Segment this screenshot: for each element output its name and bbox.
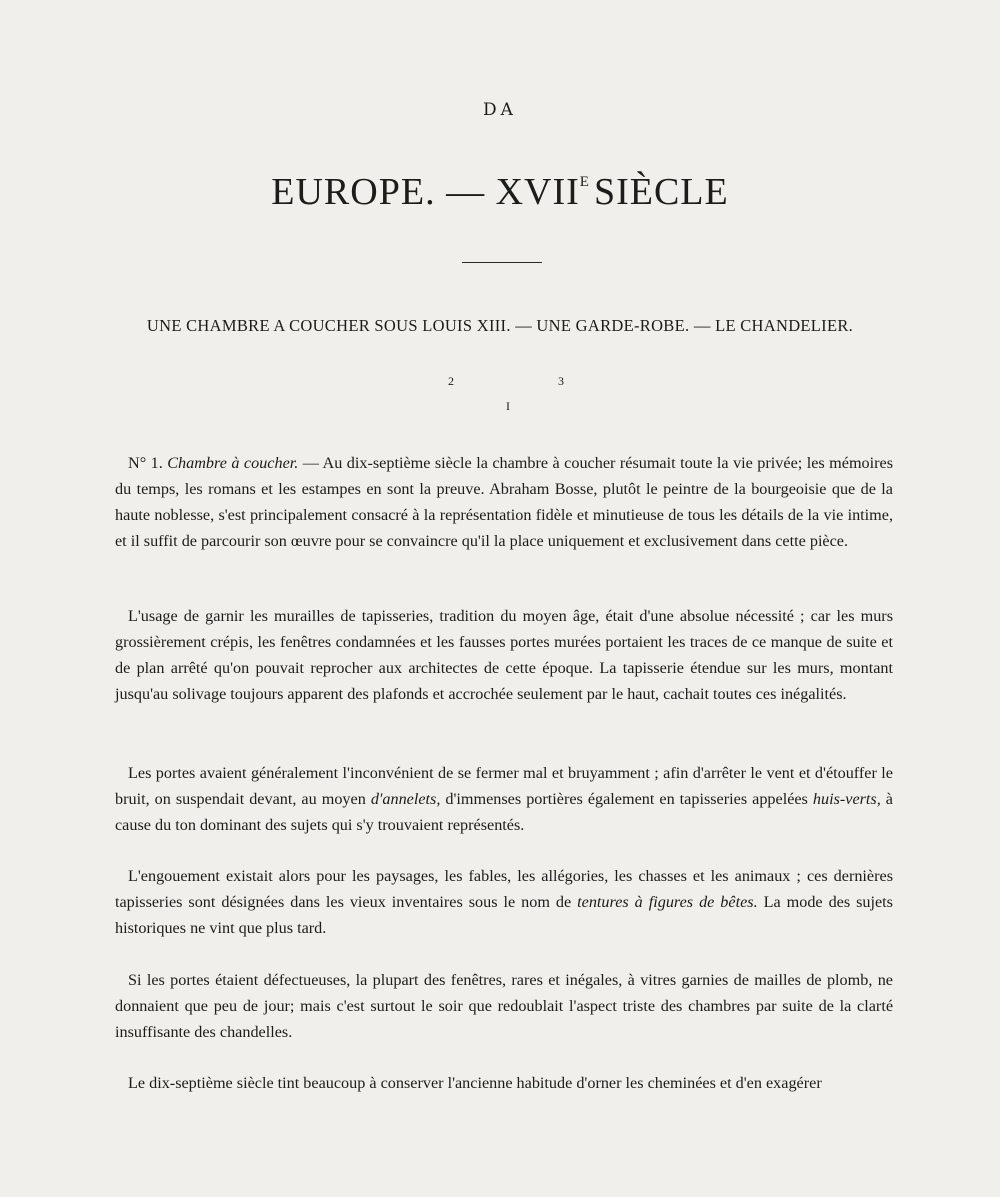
paragraph-3-italic-b: huis-verts, (812, 790, 881, 808)
figure-number-2: 2 (448, 374, 454, 388)
paragraph-1 (115, 450, 893, 554)
paragraph-6 (115, 1070, 893, 1096)
paragraph-2 (115, 603, 893, 707)
paragraph-1-italic: Chambre à coucher. (167, 454, 299, 472)
paragraph-3-text-c: à cause du ton dominant des sujets qui s'y trouvaient représentés. (115, 790, 893, 834)
paragraph-5 (115, 967, 893, 1045)
paragraph-6-text: Le dix-septième siècle tint beaucoup à conserver l'ancienne habitude d'orner les cheminées et d'en exagérer (128, 1074, 822, 1092)
paragraph-3-italic-a: d'annelets, (370, 790, 441, 808)
title-superscript: E (579, 174, 590, 190)
figure-number-3: 3 (558, 374, 564, 388)
section-kicker: DA (483, 100, 517, 120)
page-subtitle: UNE CHAMBRE A COUCHER SOUS LOUIS XIII. — UNE GARDE-ROBE. — LE CHANDELIER. (146, 316, 854, 335)
paragraph-1-text: — Au dix-septième siècle la chambre à coucher résumait toute la vie privée; les mémoires du temps, les romans et les estampes en sont la preuve. Abraham Bosse, plutôt le peintre de la bourgeoisie que de la haute noblesse, s'est principalement consacré à la représentation fidèle et minutieuse de tous les détails de la vie intime, et il suffit de parcourir son œuvre pour se convaincre qu'il la place uniquement et exclusivement dans cette pièce. (115, 454, 893, 550)
title-main: EUROPE. — XVII (271, 171, 580, 213)
paragraph-3-text-b: d'immenses portières également en tapisseries appelées (440, 790, 813, 808)
paragraph-4-italic: tentures à figures de bêtes. (577, 893, 758, 911)
paragraph-5-text: Si les portes étaient défectueuses, la plupart des fenêtres, rares et inégales, à vitres garnies de mailles de plomb, ne donnaient que peu de jour; mais c'est surtout le soir que redoublait l'aspect triste des chambres par suite de la clarté insuffisante des chandelles. (115, 971, 893, 1041)
paragraph-4-text-a: L'engouement existait alors pour les paysages, les fables, les allégories, les chasses et les animaux ; ces dernières tapisseries sont désignées dans les vieux inventaires sous le nom de (115, 867, 893, 911)
paragraph-3 (115, 760, 893, 838)
paragraph-3-text-a: Les portes avaient généralement l'inconvénient de se fermer mal et bruyamment ; afin d'arrêter le vent et d'étouffer le bruit, on suspendait devant, au moyen (115, 764, 893, 808)
paragraph-2-text: L'usage de garnir les murailles de tapisseries, tradition du moyen âge, était d'une absolue nécessité ; car les murs grossièrement crépis, les fenêtres condamnées et les fausses portes murées portaient les traces de ce manque de suite et de plan arrêté qu'on pouvait reprocher aux architectes de cette époque. La tapisserie étendue sur les murs, montant jusqu'au solivage toujours apparent des plafonds et accrochée seulement par le haut, cachait toutes ces inégalités. (115, 607, 893, 703)
paragraph-4 (115, 863, 893, 941)
paragraph-4-text-b: La mode des sujets historiques ne vint que plus tard. (115, 893, 893, 937)
page-title (0, 170, 1000, 214)
figure-number-1: I (506, 399, 510, 413)
title-end: SIÈCLE (593, 171, 729, 213)
title-divider (462, 262, 542, 263)
paragraph-1-lead: N° 1. (128, 454, 168, 472)
